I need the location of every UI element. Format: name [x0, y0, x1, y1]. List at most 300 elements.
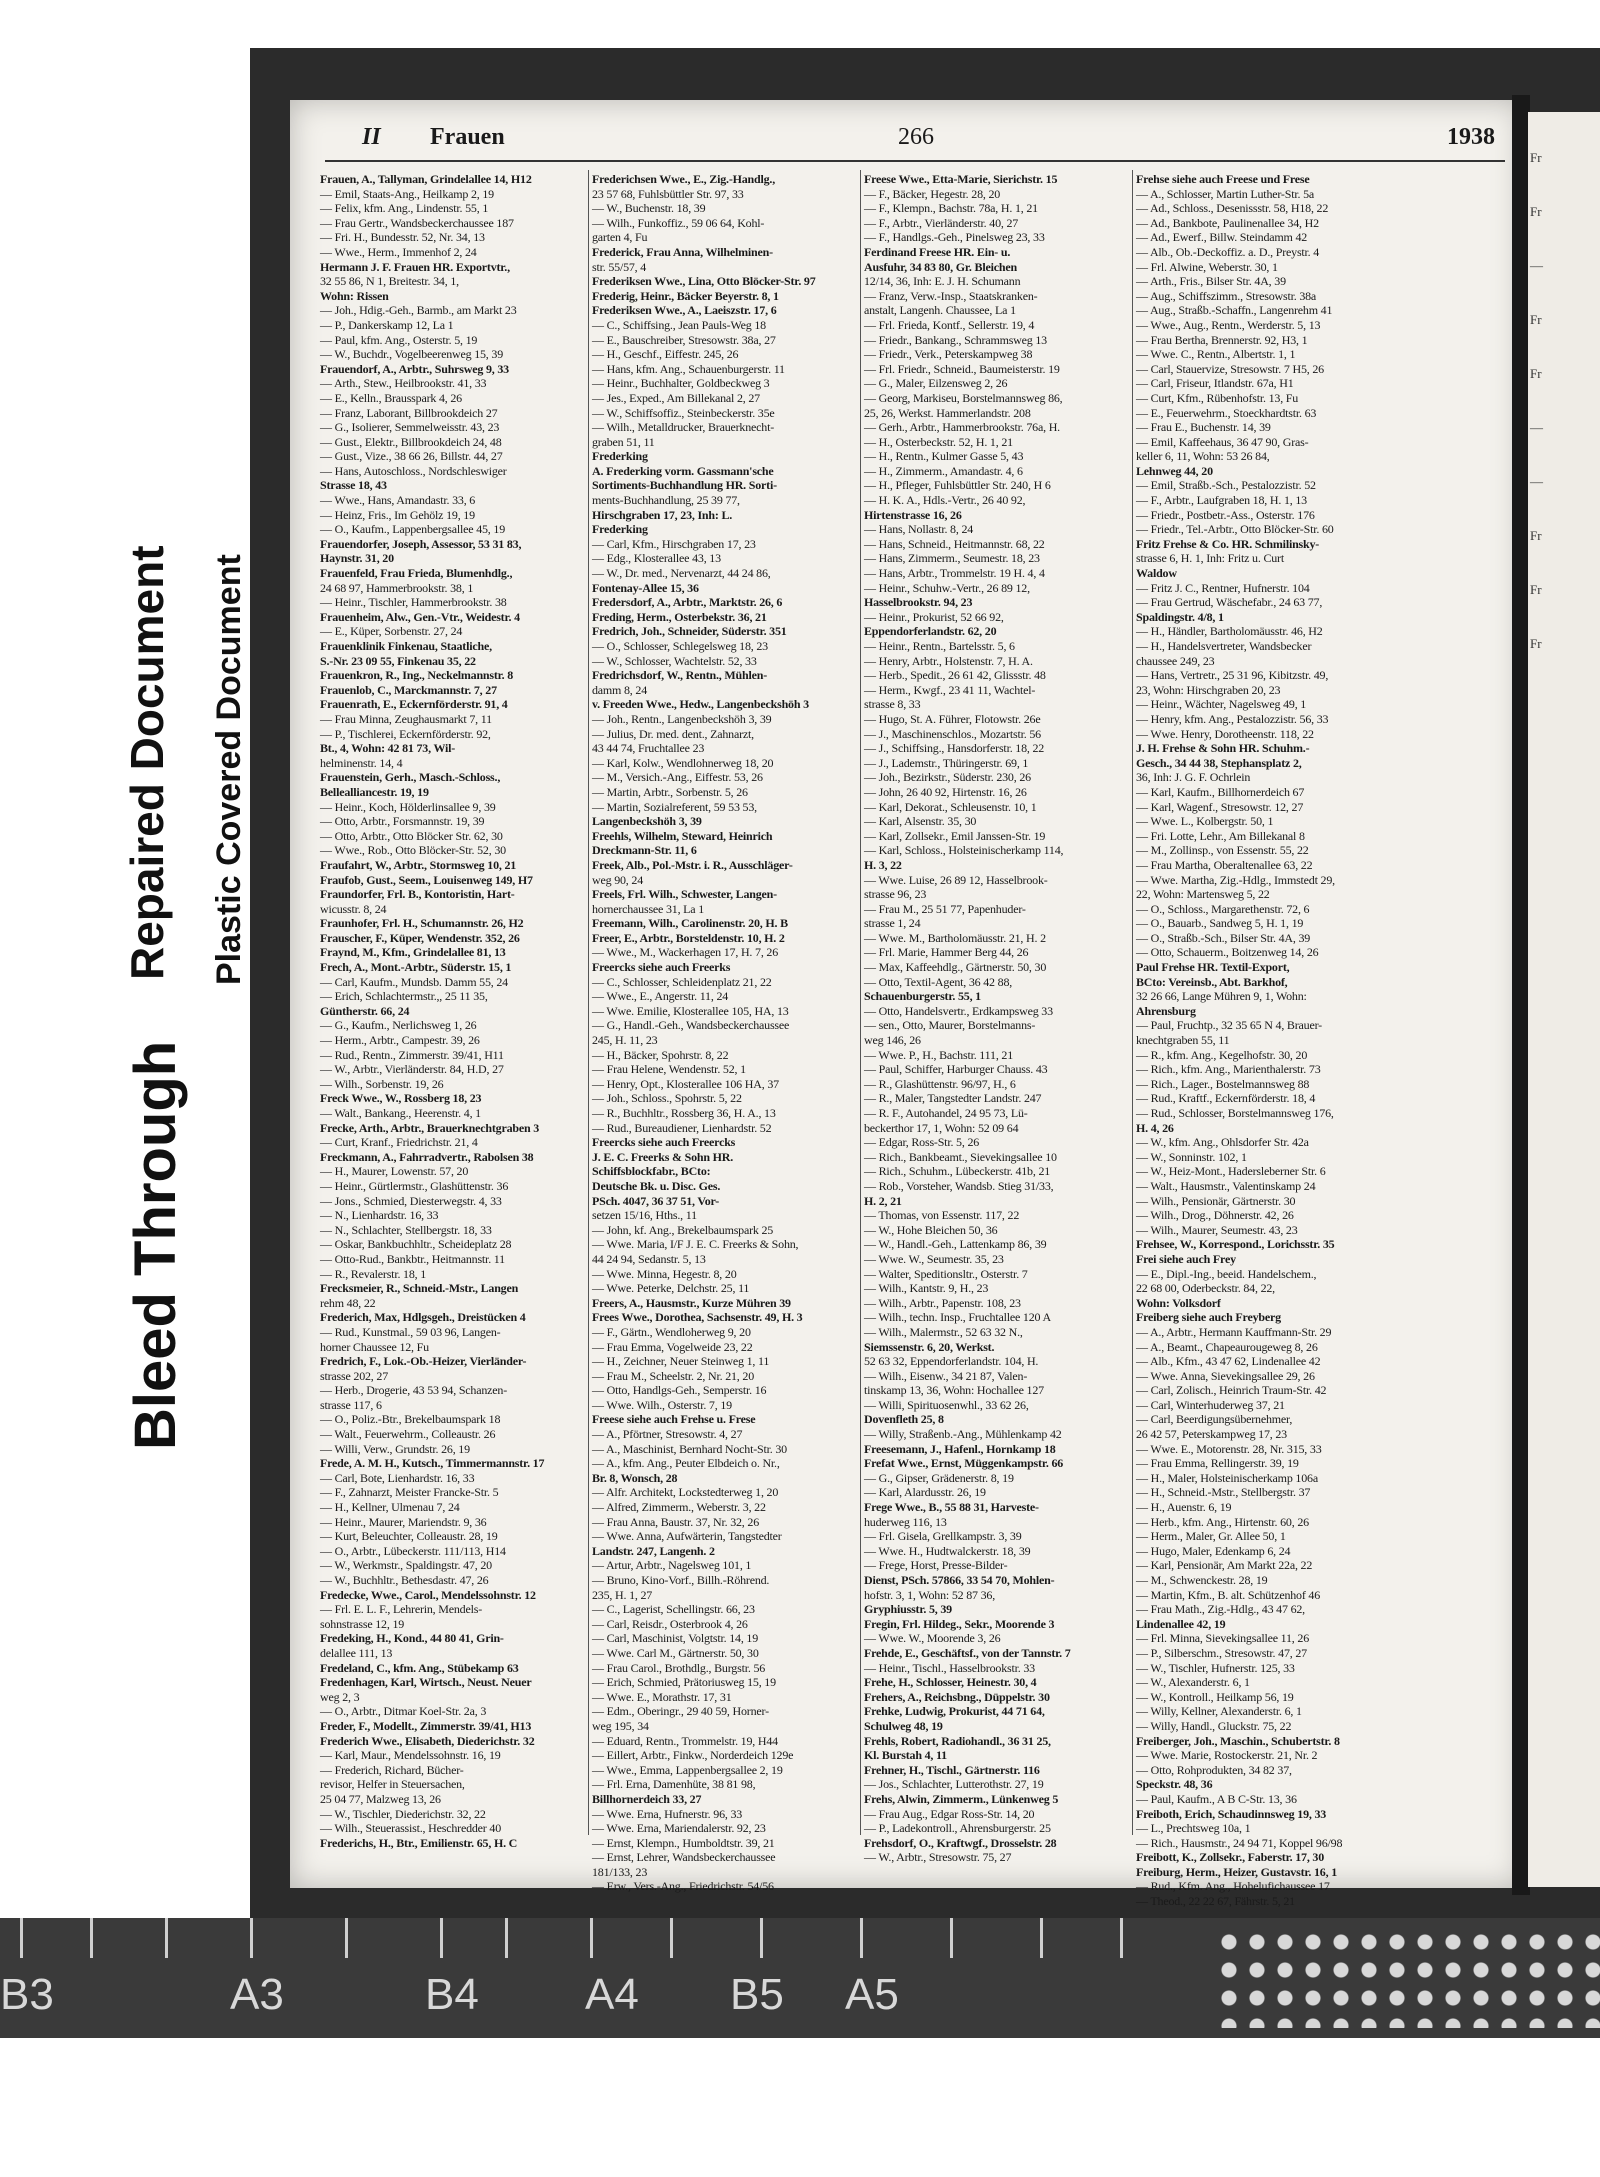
directory-entry: — G., Handl.-Geh., Wandsbeckerchaussee: [592, 1018, 790, 1033]
directory-entry: — Wilh., Maurer, Seumestr. 43, 23: [1136, 1222, 1298, 1237]
directory-entry: Billhornerdeich 33, 27: [592, 1791, 702, 1806]
directory-entry: 23 57 68, Fuhlsbüttler Str. 97, 33: [592, 186, 744, 201]
directory-entry: Freers, A., Hausmstr., Kurze Mühren 39: [592, 1295, 791, 1310]
directory-entry: — Theod., 22 22 67, Fährstr. 5, 21: [1136, 1894, 1295, 1909]
directory-entry: — Hans, Schneid., Heitmannstr. 68, 22: [864, 536, 1045, 551]
directory-entry: graben 51, 11: [592, 434, 655, 449]
directory-entry: — Frau Math., Zig.-Hdlg., 43 47 62,: [1136, 1602, 1305, 1617]
directory-entry: — W., Schlosser, Wachtelstr. 52, 33: [592, 653, 757, 668]
directory-entry: — M., Schwenckestr. 28, 19: [1136, 1573, 1268, 1587]
directory-entry: — Henry, kfm. Ang., Pestalozzistr. 56, 33: [1136, 711, 1329, 726]
directory-entry: Freercks siehe auch Freerks: [592, 960, 731, 975]
directory-entry: strasse 1, 24: [864, 916, 921, 931]
directory-entry: — Artur, Arbtr., Nagelsweg 101, 1: [592, 1558, 752, 1573]
directory-entry: — Heinr., Tischler, Hammerbrookstr. 38: [320, 595, 507, 610]
directory-entry: J. H. Frehse & Sohn HR. Schuhm.-: [1136, 741, 1310, 756]
directory-entry: — Rud., Kfm. Ang., Hohelufichaussee 17: [1136, 1879, 1330, 1894]
facing-page-fragment: Fr: [1530, 636, 1542, 651]
ruler-tick: [440, 1918, 443, 1958]
directory-entry: Fredrich, Joh., Schneider, Süderstr. 351: [592, 624, 787, 639]
directory-entry: — Otto, Arbtr., Otto Blöcker Str. 62, 30: [320, 828, 503, 843]
directory-entry: — Carl, Bote, Lienhardstr. 16, 33: [320, 1470, 475, 1485]
directory-entry: — Paul, Schiffer, Harburger Chauss. 43: [864, 1062, 1048, 1077]
directory-entry: — R., Revalerstr. 18, 1: [320, 1266, 427, 1281]
directory-entry: — Frl. E. L. F., Lehrerin, Mendels-: [320, 1602, 483, 1617]
directory-entry: — Wwe., Rob., Otto Blöcker-Str. 52, 30: [320, 843, 506, 858]
directory-entry: Fritz Frehse & Co. HR. Schmilinsky-: [1136, 536, 1320, 551]
directory-entry: — Frau Helene, Wendenstr. 52, 1: [592, 1062, 746, 1077]
directory-entry: — E., Dipl.-Ing., beeid. Handelschem.,: [1136, 1266, 1317, 1281]
directory-entry: — Hans, Autoschloss., Nordschleswiger: [320, 463, 507, 478]
directory-entry: Frehse siehe auch Freese und Frese: [1136, 172, 1310, 186]
page-number: 266: [898, 124, 934, 150]
directory-entry: hofstr. 3, 1, Wohn: 52 87 36,: [864, 1587, 996, 1602]
directory-entry: — H., Osterbeckstr. 52, H. 1, 21: [864, 434, 1013, 449]
directory-entry: Ausfuhr, 34 83 80, Gr. Bleichen: [864, 259, 1017, 274]
directory-entry: — Otto, Handlgs-Geh., Semperstr. 16: [592, 1383, 767, 1398]
directory-entry: Dovenfleth 25, 8: [864, 1412, 944, 1427]
directory-entry: ments-Buchhandlung, 25 39 77,: [592, 493, 740, 508]
directory-entry: 32 26 66, Lange Mühren 9, 1, Wohn:: [1136, 989, 1307, 1004]
directory-entry: — Karl, Kolw., Wendlohnerweg 18, 20: [592, 755, 774, 770]
directory-entry: — Wwe. C., Rentn., Albertstr. 1, 1: [1136, 347, 1296, 362]
directory-entry: Hermann J. F. Frauen HR. Exportvtr.,: [320, 259, 510, 274]
directory-entry: 24 68 97, Hammerbrookstr. 38, 1: [320, 580, 474, 595]
directory-entry: Schulweg 48, 19: [864, 1718, 943, 1733]
directory-entry: — Wwe. H., Hudtwalckerstr. 18, 39: [864, 1543, 1031, 1558]
directory-entry: — Heinr., Gürtlermstr., Glashüttenstr. 36: [320, 1178, 509, 1193]
directory-entry: — Wilh., Steuerassist., Heschredder 40: [320, 1821, 501, 1836]
directory-entry: Güntherstr. 66, 24: [320, 1003, 410, 1018]
directory-entry: Frauenklinik Finkenau, Staatliche,: [320, 639, 492, 653]
directory-entry: — Friedr., Tel.-Arbtr., Otto Blöcker-Str. 60: [1136, 522, 1334, 537]
directory-entry: — L., Prechtsweg 10a, 1: [1136, 1821, 1251, 1836]
directory-entry: — Frau Anna, Baustr. 37, Nr. 32, 26: [592, 1514, 759, 1529]
directory-entry: — Aug., Straßb.-Schaffn., Langenrehm 41: [1136, 303, 1333, 318]
directory-entry: — Rud., Kunstmal., 59 03 96, Langen-: [320, 1324, 501, 1339]
directory-entry: — Edg., Klosterallee 43, 13: [592, 551, 721, 566]
directory-entry: — Fri. H., Bundesstr. 52, Nr. 34, 13: [320, 230, 485, 245]
directory-entry: hornerchaussee 31, La 1: [592, 901, 705, 916]
directory-entry: Hasselbrookstr. 94, 23: [864, 595, 973, 610]
directory-entry: Frederig, Heinr., Bäcker Beyerstr. 8, 1: [592, 288, 779, 303]
directory-entry: Lehnweg 44, 20: [1136, 463, 1213, 478]
directory-entry: — R., Buchhltr., Rossberg 36, H. A., 13: [592, 1106, 776, 1120]
directory-entry: — Hugo, Maler, Edenkamp 6, 24: [1136, 1543, 1291, 1558]
directory-entry: Wohn: Rissen: [320, 288, 389, 303]
directory-entry: — C., Schiffsing., Jean Pauls-Weg 18: [592, 317, 766, 332]
directory-entry: — John, 26 40 92, Hirtenstr. 16, 26: [864, 784, 1027, 799]
directory-entry: — Otto, Rohprodukten, 34 82 37,: [1136, 1762, 1292, 1777]
measurement-ruler: [0, 1918, 1600, 2038]
directory-entry: — Wwe. Maria, I/F J. E. C. Freerks & Sohn,: [592, 1237, 799, 1252]
directory-entry: Frede, A. M. H., Kutsch., Timmermannstr. 17: [320, 1456, 545, 1471]
directory-entry: Frederiksen Wwe., Lina, Otto Blöcker-Str. 97: [592, 274, 816, 289]
directory-entry: Wohn: Volksdorf: [1136, 1295, 1221, 1310]
directory-entry: Frehsdorf, O., Kraftwgf., Drosselstr. 28: [864, 1835, 1057, 1850]
directory-entry: — N., Schlachter, Stellbergstr. 18, 33: [320, 1222, 492, 1237]
directory-entry: — J., Maschinenschlos., Mozartstr. 56: [864, 726, 1041, 741]
facing-page-fragment: Fr: [1530, 582, 1542, 597]
directory-entry: — R., Maler, Tangstedter Landstr. 247: [864, 1091, 1042, 1106]
directory-entry: — Alfr. Architekt, Lockstedterweg 1, 20: [592, 1485, 779, 1500]
ruler-tick: [860, 1918, 863, 1958]
directory-entry: — Herb., Spedit., 26 61 42, Glissstr. 48: [864, 668, 1046, 683]
ruler-tick: [90, 1918, 93, 1958]
directory-entry: Frederichsen Wwe., E., Zig.-Handlg.,: [592, 172, 776, 186]
directory-entry: — Curt, Kfm., Rübenhofstr. 13, Fu: [1136, 390, 1299, 405]
directory-entry: 43 44 74, Fruchtallee 23: [592, 741, 705, 756]
directory-entry: — Alb., Ob.-Deckoffiz. a. D., Preystr. 4: [1136, 244, 1320, 259]
directory-entry: — E., Feuerwehrm., Stoeckhardtstr. 63: [1136, 405, 1317, 420]
directory-entry: Lindenallee 42, 19: [1136, 1616, 1226, 1631]
directory-entry: Frauendorf, A., Arbtr., Suhrsweg 9, 33: [320, 361, 509, 376]
directory-entry: — Arth., Fris., Bilser Str. 4A, 39: [1136, 274, 1286, 289]
directory-entry: — F., Bäcker, Hegestr. 28, 20: [864, 186, 1001, 201]
directory-entry: — Carl, Reisdr., Osterbrook 4, 26: [592, 1616, 748, 1631]
section-number: II: [362, 124, 381, 150]
directory-entry: — Wwe., Herm., Immenhof 2, 24: [320, 244, 477, 259]
directory-entry: — Wwe. Peterke, Delchstr. 25, 11: [592, 1281, 750, 1296]
facing-page-fragment: Fr: [1530, 312, 1542, 327]
directory-entry: — Emil, Straßb.-Sch., Pestalozzistr. 52: [1136, 478, 1316, 493]
directory-entry: 245, H. 11, 23: [592, 1033, 658, 1048]
directory-entry: 25, 26, Werkst. Hammerlandstr. 208: [864, 405, 1031, 420]
directory-entry: — Heinr., Koch, Hölderlinsallee 9, 39: [320, 799, 496, 814]
directory-entry: — E., Bauschreiber, Stresowstr. 38a, 27: [592, 332, 776, 347]
directory-entry: — Paul, kfm. Ang., Osterstr. 5, 19: [320, 332, 478, 347]
directory-entry: — F., Handlgs.-Geh., Pinelsweg 23, 33: [864, 230, 1045, 245]
directory-entry: strasse 96, 23: [864, 887, 927, 902]
directory-entry: — W., Heiz-Mont., Hadersleberner Str. 6: [1136, 1164, 1326, 1179]
ruler-tick: [670, 1918, 673, 1958]
directory-entry: — Eduard, Rentn., Trommelstr. 19, H44: [592, 1733, 778, 1748]
directory-entry: Fredenhagen, Karl, Wirtsch., Neust. Neuer: [320, 1675, 532, 1690]
directory-entry: — H., Händler, Bartholomäusstr. 46, H2: [1136, 624, 1323, 639]
directory-entry: — Wilh., Eisenw., 34 21 87, Valen-: [864, 1368, 1028, 1383]
directory-entry: — W., Sonninstr. 102, 1: [1136, 1149, 1247, 1164]
directory-entry: — Carl, Beerdigungsübernehmer,: [1136, 1412, 1293, 1427]
directory-entry: — Herm., Kwgf., 23 41 11, Wachtel-: [864, 682, 1036, 697]
directory-entry: Ferdinand Freese HR. Ein- u.: [864, 244, 1011, 259]
directory-entry: Freiboth, Erich, Schaudinnsweg 19, 33: [1136, 1806, 1327, 1821]
directory-entry: — J., Schiffsing., Hansdorferstr. 18, 22: [864, 741, 1045, 756]
directory-entry: delallee 111, 13: [320, 1645, 393, 1660]
directory-entry: — Wilh., Sorbenstr. 19, 26: [320, 1076, 444, 1091]
directory-entry: — Alfred, Zimmerm., Weberstr. 3, 22: [592, 1500, 766, 1515]
directory-entry: — Friedr., Postbetr.-Ass., Osterstr. 176: [1136, 507, 1315, 522]
directory-entry: — Jons., Schmied, Diesterwegstr. 4, 33: [320, 1193, 502, 1208]
directory-entry: — W., Buchhltr., Bethesdastr. 47, 26: [320, 1573, 489, 1587]
directory-entry: — O., Arbtr., Ditmar Koel-Str. 2a, 3: [320, 1704, 487, 1719]
directory-entry: Frech, A., Mont.-Arbtr., Süderstr. 15, 1: [320, 960, 512, 975]
directory-entry: — Franz, Verw.-Insp., Staatskranken-: [864, 288, 1038, 303]
directory-entry: — Walt., Bankang., Heerenstr. 4, 1: [320, 1106, 481, 1120]
directory-entry: — W., Hohe Bleichen 50, 36: [864, 1222, 998, 1237]
directory-entry: — Hans, Arbtr., Trommelstr. 19 H. 4, 4: [864, 566, 1045, 581]
directory-entry: — Frau M., Scheelstr. 2, Nr. 21, 20: [592, 1368, 754, 1383]
directory-entry: Frehls, Robert, Radiohandl., 36 31 25,: [864, 1733, 1051, 1748]
directory-entry: — Wwe., Aug., Rentn., Werderstr. 5, 13: [1136, 317, 1321, 332]
directory-entry: Fontenay-Allee 15, 36: [592, 580, 699, 595]
ruler-label: A4: [585, 1970, 639, 2019]
directory-entry: Bt., 4, Wohn: 42 81 73, Wil-: [320, 741, 456, 756]
directory-entry: knechtgraben 55, 11: [1136, 1033, 1230, 1048]
directory-entry: — Frau Emma, Rellingerstr. 39, 19: [1136, 1456, 1299, 1471]
directory-entry: strasse 117, 6: [320, 1397, 382, 1412]
directory-entry: BCto: Vereinsb., Abt. Barkhof,: [1136, 974, 1288, 989]
directory-entry: — Willy, Handl., Gluckstr. 75, 22: [1136, 1718, 1292, 1733]
ruler-label: B3: [0, 1970, 54, 2019]
facing-page-fragment: —: [1530, 474, 1543, 489]
directory-entry: — Rud., Kraftf., Eckernförderstr. 18, 4: [1136, 1091, 1316, 1106]
repaired-document-label: Repaired Document: [121, 545, 173, 980]
directory-entry: — Karl, Pensionär, Am Markt 22a, 22: [1136, 1558, 1313, 1573]
directory-entry: — Wwe. L., Kolbergstr. 50, 1: [1136, 814, 1274, 829]
directory-entry: — Wwe. Marie, Rostockerstr. 21, Nr. 2: [1136, 1748, 1318, 1763]
directory-entry: — W., Buchdr., Vogelbeerenweg 15, 39: [320, 347, 504, 362]
directory-entry: Gryphiusstr. 5, 39: [864, 1602, 952, 1617]
facing-page-edge: [1528, 112, 1600, 1887]
directory-entry: str. 55/57, 4: [592, 259, 647, 274]
directory-entry: Frederick, Frau Anna, Wilhelminen-: [592, 244, 773, 259]
directory-entry: Fredecke, Wwe., Carol., Mendelssohnstr. 12: [320, 1587, 536, 1602]
directory-entry: — R. F., Autohandel, 24 95 73, Lü-: [864, 1106, 1028, 1120]
directory-entry: — W., kfm. Ang., Ohlsdorfer Str. 42a: [1136, 1135, 1309, 1150]
directory-entry: Landstr. 247, Langenh. 2: [592, 1543, 715, 1558]
directory-entry: Freibott, K., Zollsekr., Faberstr. 17, 30: [1136, 1850, 1325, 1865]
directory-entry: — Frl. Friedr., Schneid., Baumeisterstr. 19: [864, 361, 1060, 376]
directory-entry: — Walt., Hausmstr., Valentinskamp 24: [1136, 1178, 1316, 1193]
directory-entry: S.-Nr. 23 09 55, Finkenau 35, 22: [320, 653, 476, 668]
directory-entry: anstalt, Langenh. Chaussee, La 1: [864, 303, 1016, 318]
directory-entry: — E., Küper, Sorbenstr. 27, 24: [320, 624, 463, 639]
directory-entry: — Felix, kfm. Ang., Lindenstr. 55, 1: [320, 201, 489, 216]
ruler-label: B5: [730, 1970, 784, 2019]
directory-entry: — H., Kellner, Ulmenau 7, 24: [320, 1500, 460, 1515]
directory-entry: Fraynd, M., Kfm., Grindelallee 81, 13: [320, 945, 506, 960]
directory-entry: Frauenheim, Alw., Gen.-Vtr., Weidestr. 4: [320, 609, 520, 624]
directory-entry: — Karl, Alardusstr. 26, 19: [864, 1485, 986, 1500]
page-header: [300, 124, 1495, 156]
directory-entry: — Otto-Rud., Bankbtr., Heitmannstr. 11: [320, 1251, 505, 1266]
directory-entry: Fraunhofer, Frl. H., Schumannstr. 26, H2: [320, 916, 524, 931]
directory-entry: — Herb., kfm. Ang., Hirtenstr. 60, 26: [1136, 1514, 1309, 1529]
directory-entry: — Otto, Schauerm., Boitzenweg 14, 26: [1136, 945, 1319, 960]
directory-entry: Frauenlob, C., Marckmannstr. 7, 27: [320, 682, 497, 697]
directory-entry: — Wwe. Minna, Hegestr. 8, 20: [592, 1266, 737, 1281]
directory-entry: Frederichs, H., Btr., Emilienstr. 65, H. C: [320, 1835, 518, 1850]
directory-entry: — Martin, Sozialreferent, 59 53 53,: [592, 799, 757, 814]
directory-entry: Frehde, E., Geschäftsf., von der Tannstr. 7: [864, 1645, 1071, 1660]
directory-entry: — Karl, Zollsekr., Emil Janssen-Str. 19: [864, 828, 1046, 843]
column-divider: [588, 170, 589, 1835]
directory-entry: — Wilh., Metalldrucker, Brauerknecht-: [592, 420, 775, 435]
directory-entry: Hirschgraben 17, 23, Inh: L.: [592, 507, 733, 522]
directory-entry: — W., Alexanderstr. 6, 1: [1136, 1675, 1250, 1690]
ruler-tick: [345, 1918, 348, 1958]
directory-entry: — Joh., Hdig.-Geh., Barmb., am Markt 23: [320, 303, 517, 318]
directory-entry: Frees Wwe., Dorothea, Sachsenstr. 49, H. 3: [592, 1310, 803, 1325]
directory-entry: — P., Dankerskamp 12, La 1: [320, 317, 454, 332]
directory-entry: H. 4, 26: [1136, 1120, 1174, 1135]
directory-entry: — O., Kaufm., Lappenbergsallee 45, 19: [320, 522, 505, 537]
directory-entry: — Frau Bertha, Brennerstr. 92, H3, 1: [1136, 332, 1308, 347]
directory-entry: — Erw., Vers.-Ang., Friedrichstr. 54/56: [592, 1879, 774, 1894]
directory-column-2: [592, 172, 857, 1894]
directory-entry: — H., Rentn., Kulmer Gasse 5, 43: [864, 449, 1024, 464]
directory-entry: — Friedr., Bankang., Schrammsweg 13: [864, 332, 1047, 347]
directory-entry: — Franz, Laborant, Billbrookdeich 27: [320, 405, 498, 420]
directory-entry: Frauscher, F., Küper, Wendenstr. 352, 26: [320, 930, 520, 945]
directory-entry: — Friedr., Verk., Peterskampweg 38: [864, 347, 1033, 362]
column-divider: [860, 170, 861, 1835]
directory-entry: Schauenburgerstr. 55, 1: [864, 989, 981, 1004]
directory-entry: Speckstr. 48, 36: [1136, 1777, 1213, 1792]
directory-entry: — Rud., Rentn., Zimmerstr. 39/41, H11: [320, 1047, 504, 1062]
directory-entry: — Walter, Speditionsltr., Osterstr. 7: [864, 1266, 1028, 1281]
directory-entry: Frauen, A., Tallyman, Grindelallee 14, H12: [320, 172, 532, 186]
directory-entry: — Karl, Dekorat., Schleusenstr. 10, 1: [864, 799, 1037, 814]
directory-entry: — H., Zimmerm., Amandastr. 4, 6: [864, 463, 1023, 478]
directory-entry: — A., kfm. Ang., Peuter Elbdeich o. Nr.,: [592, 1456, 780, 1471]
directory-entry: wicusstr. 8, 24: [320, 901, 387, 916]
directory-entry: Langenbeckshöh 3, 39: [592, 814, 702, 829]
directory-entry: — Frl. Gisela, Grellkampstr. 3, 39: [864, 1529, 1022, 1544]
directory-entry: Freer, E., Arbtr., Borsteldenstr. 10, H. 2: [592, 930, 785, 945]
directory-entry: — Hans, Zimmerm., Seumestr. 18, 23: [864, 551, 1040, 566]
directory-entry: — Jes., Exped., Am Billekanal 2, 27: [592, 390, 760, 405]
directory-entry: — Hans, Nollastr. 8, 24: [864, 522, 974, 537]
directory-entry: Haynstr. 31, 20: [320, 551, 394, 566]
directory-entry: Dreckmann-Str. 11, 6: [592, 843, 697, 858]
ruler-tick: [590, 1918, 593, 1958]
directory-entry: — H., Auenstr. 6, 19: [1136, 1500, 1232, 1515]
directory-entry: — Edgar, Ross-Str. 5, 26: [864, 1135, 980, 1150]
directory-entry: 32 55 86, N 1, Breitestr. 34, 1,: [320, 274, 459, 289]
directory-entry: — Karl, Kaufm., Billhornerdeich 67: [1136, 784, 1305, 799]
directory-entry: — Henry, Arbtr., Holstenstr. 7, H. A.: [864, 653, 1033, 668]
directory-entry: garten 4, Fu: [592, 230, 648, 245]
directory-entry: Fredrichsdorf, W., Rentn., Mühlen-: [592, 668, 767, 683]
directory-entry: beckerthor 17, 1, Wohn: 52 09 64: [864, 1120, 1019, 1135]
directory-entry: — Gerh., Arbtr., Hammerbrookstr. 76a, H.: [864, 420, 1060, 435]
directory-entry: — W., Schiffsoffiz., Steinbeckerstr. 35e: [592, 405, 775, 420]
directory-entry: Bellealliancestr. 19, 19: [320, 784, 429, 799]
directory-entry: — G., Isolierer, Semmelweisstr. 43, 23: [320, 420, 500, 435]
directory-entry: Gesch., 34 44 38, Stephansplatz 2,: [1136, 755, 1302, 770]
directory-entry: weg 2, 3: [320, 1689, 360, 1704]
header-rule: [325, 160, 1505, 162]
directory-entry: v. Freeden Wwe., Hedw., Langenbeckshöh 3: [592, 697, 809, 712]
directory-entry: Frehner, H., Tischl., Gärtnerstr. 116: [864, 1762, 1040, 1777]
directory-entry: — G., Maler, Eilzensweg 2, 26: [864, 376, 1008, 391]
directory-entry: horner Chaussee 12, Fu: [320, 1339, 429, 1354]
directory-entry: — Frl. Marie, Hammer Berg 44, 26: [864, 945, 1029, 960]
directory-entry: — Gust., Vize., 38 66 26, Billstr. 44, 27: [320, 449, 503, 464]
directory-entry: — C., Schlosser, Schleidenplatz 21, 22: [592, 974, 772, 989]
directory-entry: — A., Pförtner, Stresowstr. 4, 27: [592, 1427, 743, 1442]
directory-entry: — Karl, Schloss., Holsteinischerkamp 114,: [864, 843, 1064, 858]
directory-entry: — Joh., Bezirkstr., Süderstr. 230, 26: [864, 770, 1031, 785]
directory-entry: — Oskar, Bankbuchhltr., Scheideplatz 28: [320, 1237, 512, 1252]
directory-entry: — Curt, Kranf., Friedrichstr. 21, 4: [320, 1135, 478, 1150]
directory-entry: — Emil, Staats-Ang., Heilkamp 2, 19: [320, 186, 494, 201]
directory-entry: — Max, Kaffeehdlg., Gärtnerstr. 50, 30: [864, 960, 1047, 975]
directory-entry: — Wwe. Wilh., Osterstr. 7, 19: [592, 1397, 732, 1412]
directory-entry: sohnstrasse 12, 19: [320, 1616, 405, 1631]
directory-entry: — A., Beamt., Chapeaurougeweg 8, 26: [1136, 1339, 1318, 1354]
directory-entry: — Rich., Bankbeamt., Sievekingsallee 10: [864, 1149, 1057, 1164]
directory-entry: — Wwe., Hans, Amandastr. 33, 6: [320, 493, 476, 508]
directory-entry: — H., Bäcker, Spohrstr. 8, 22: [592, 1047, 729, 1062]
directory-entry: — Frau Gertrud, Wäschefabr., 24 63 77,: [1136, 595, 1323, 610]
directory-entry: 36, Inh: J. G. F. Ochrlein: [1136, 770, 1251, 785]
directory-entry: — A., Schlosser, Martin Luther-Str. 5a: [1136, 186, 1314, 201]
directory-entry: — Heinr., Schuhw.-Vertr., 26 89 12,: [864, 580, 1030, 595]
directory-entry: — Arth., Stew., Heilbrookstr. 41, 33: [320, 376, 487, 391]
directory-entry: — Heinr., Prokurist, 52 66 92,: [864, 609, 1004, 624]
directory-entry: 52 63 32, Eppendorferlandstr. 104, H.: [864, 1354, 1039, 1369]
directory-entry: — Erich, Schlachtermstr.,, 25 11 35,: [320, 989, 488, 1004]
directory-entry: — Wwe. Luise, 26 89 12, Hasselbrook-: [864, 872, 1048, 887]
directory-entry: Frehke, Ludwig, Prokurist, 44 71 64,: [864, 1704, 1045, 1719]
directory-entry: — O., Bauarb., Sandweg 5, H. 1, 19: [1136, 916, 1304, 931]
directory-entry: — Frege, Horst, Presse-Bilder-: [864, 1558, 1008, 1573]
directory-column-1: [320, 172, 585, 1850]
directory-entry: — H., Handelsvertreter, Wandsbecker: [1136, 639, 1312, 653]
directory-entry: — H., Zeichner, Neuer Steinweg 1, 11: [592, 1354, 770, 1369]
directory-entry: — Wwe. P., H., Bachstr. 111, 21: [864, 1047, 1014, 1062]
directory-entry: — Carl, Kfm., Hirschgraben 17, 23: [592, 536, 756, 551]
directory-entry: Frege Wwe., B., 55 88 31, Harveste-: [864, 1500, 1039, 1515]
directory-entry: — Frau E., Buchenstr. 14, 39: [1136, 420, 1271, 435]
directory-entry: Ahrensburg: [1136, 1003, 1196, 1018]
directory-entry: — Frau Gertr., Wandsbeckerchaussee 187: [320, 215, 514, 230]
directory-entry: — W., Buchenstr. 18, 39: [592, 201, 706, 216]
directory-entry: — H. K. A., Hdls.-Vertr., 26 40 92,: [864, 493, 1026, 508]
directory-entry: 44 24 94, Sedanstr. 5, 13: [592, 1251, 706, 1266]
directory-entry: huderweg 116, 13: [864, 1514, 947, 1529]
directory-entry: Freiberg siehe auch Freyberg: [1136, 1310, 1281, 1325]
directory-entry: — A., Maschinist, Bernhard Nocht-Str. 30: [592, 1441, 787, 1456]
directory-entry: — Heinz, Fris., Im Gehölz 19, 19: [320, 507, 475, 522]
directory-entry: — Willi, Verw., Grundstr. 26, 19: [320, 1441, 470, 1456]
directory-entry: Frederich Wwe., Elisabeth, Diederichstr. 32: [320, 1733, 535, 1748]
directory-entry: — Hans, Vertretr., 25 31 96, Kibitzstr. 49,: [1136, 668, 1329, 683]
directory-entry: — P., Ladekontroll., Ahrensburgerstr. 25: [864, 1821, 1051, 1836]
directory-entry: 235, H. 1, 27: [592, 1587, 653, 1602]
ruler-label: A5: [845, 1970, 899, 2019]
directory-entry: — Karl, Maur., Mendelssohnstr. 16, 19: [320, 1748, 501, 1763]
directory-entry: Strasse 18, 43: [320, 478, 387, 493]
directory-entry: A. Frederking vorm. Gassmann'sche: [592, 463, 774, 478]
directory-entry: Freesemann, J., Hafenl., Hornkamp 18: [864, 1441, 1056, 1456]
directory-entry: — W., Dr. med., Nervenarzt, 44 24 86,: [592, 566, 771, 581]
directory-entry: — W., Kontroll., Heilkamp 56, 19: [1136, 1689, 1294, 1704]
directory-entry: Fregin, Frl. Hildeg., Sekr., Moorende 3: [864, 1616, 1055, 1631]
directory-entry: Frehers, A., Reichsbng., Düppelstr. 30: [864, 1689, 1050, 1704]
directory-entry: — Wilh., Drog., Döhnerstr. 42, 26: [1136, 1208, 1294, 1223]
directory-entry: — E., Kelln., Brausspark 4, 26: [320, 390, 462, 405]
directory-entry: — Alb., Kfm., 43 47 62, Lindenallee 42: [1136, 1354, 1321, 1369]
directory-entry: — P., Silberschm., Stresowstr. 47, 27: [1136, 1645, 1307, 1660]
directory-entry: — Hans, kfm. Ang., Schauenburgerstr. 11: [592, 361, 785, 376]
directory-entry: 12/14, 36, Inh: E. J. H. Schumann: [864, 274, 1021, 289]
directory-entry: — Frau Minna, Zeughausmarkt 7, 11: [320, 711, 492, 726]
directory-entry: H. 2, 21: [864, 1193, 902, 1208]
ruler-tick: [760, 1918, 763, 1958]
